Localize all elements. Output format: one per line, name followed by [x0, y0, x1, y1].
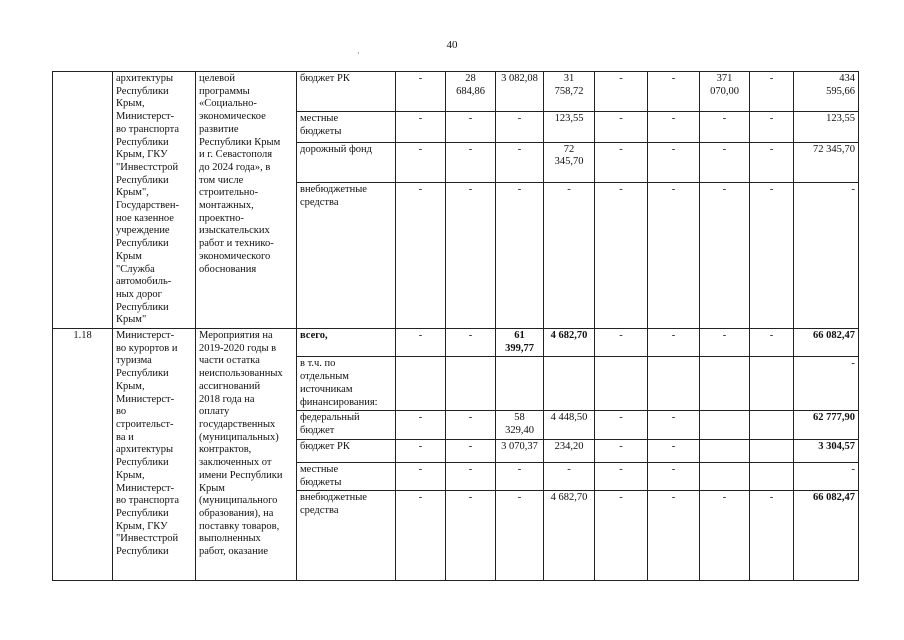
value-cell: -: [396, 112, 446, 142]
funding-source: в т.ч. по отдельным источникам финансирования:: [297, 357, 396, 411]
value-cell: [750, 439, 794, 462]
value-cell: -: [700, 491, 750, 581]
value-cell: -: [595, 411, 648, 439]
value-cell: 72 345,70: [794, 142, 859, 182]
value-cell: -: [700, 142, 750, 182]
value-cell: 123,55: [544, 112, 595, 142]
funding-source: внебюджетные средства: [297, 182, 396, 328]
value-cell: -: [396, 72, 446, 112]
funding-source: местные бюджеты: [297, 462, 396, 490]
value-cell: -: [446, 112, 496, 142]
value-cell: 61 399,77: [496, 329, 544, 357]
value-cell: -: [396, 491, 446, 581]
value-cell: [595, 357, 648, 411]
table-row: [53, 329, 859, 357]
value-cell: [700, 357, 750, 411]
value-cell: -: [496, 142, 544, 182]
budget-table: [52, 71, 859, 581]
value-cell: 3 070,37: [496, 439, 544, 462]
value-cell: [750, 411, 794, 439]
value-cell: 66 082,47: [794, 491, 859, 581]
value-cell: -: [446, 439, 496, 462]
value-cell: -: [750, 72, 794, 112]
value-cell: -: [794, 182, 859, 328]
value-cell: -: [794, 357, 859, 411]
purpose-cell: Мероприятия на 2019-2020 годы в части остатка неиспользованных ассигнований 2018 года на оплату государственных (муниципальных) контрактов, заключенных от имени Республики Крым (муниципального образования), на поставку товаров, выполненных работ, оказание: [196, 329, 297, 581]
value-cell: -: [496, 112, 544, 142]
row-number: [53, 72, 113, 329]
value-cell: -: [648, 491, 700, 581]
value-cell: [700, 439, 750, 462]
value-cell: [446, 357, 496, 411]
value-cell: 62 777,90: [794, 411, 859, 439]
value-cell: 434 595,66: [794, 72, 859, 112]
value-cell: -: [446, 182, 496, 328]
value-cell: -: [648, 462, 700, 490]
value-cell: -: [544, 182, 595, 328]
value-cell: -: [496, 182, 544, 328]
value-cell: -: [446, 491, 496, 581]
value-cell: -: [750, 142, 794, 182]
funding-source: всего,: [297, 329, 396, 357]
value-cell: 28 684,86: [446, 72, 496, 112]
value-cell: -: [648, 439, 700, 462]
value-cell: -: [595, 462, 648, 490]
value-cell: [648, 357, 700, 411]
value-cell: -: [446, 462, 496, 490]
value-cell: -: [446, 329, 496, 357]
value-cell: -: [595, 329, 648, 357]
value-cell: 72 345,70: [544, 142, 595, 182]
value-cell: [544, 357, 595, 411]
value-cell: -: [396, 439, 446, 462]
value-cell: 371 070,00: [700, 72, 750, 112]
value-cell: 66 082,47: [794, 329, 859, 357]
value-cell: -: [595, 72, 648, 112]
funding-source: бюджет РК: [297, 439, 396, 462]
value-cell: [396, 357, 446, 411]
value-cell: -: [648, 329, 700, 357]
value-cell: -: [648, 142, 700, 182]
value-cell: -: [595, 439, 648, 462]
funding-source: внебюджетные средства: [297, 491, 396, 581]
value-cell: -: [396, 142, 446, 182]
value-cell: -: [700, 329, 750, 357]
purpose-cell: целевой программы «Социально- экономическое развитие Республики Крым и г. Севастополя до 2024 года», в том числе строительно- монтажных, проектно- изыскательских работ и технико- экономического обоснования: [196, 72, 297, 329]
value-cell: 3 304,57: [794, 439, 859, 462]
value-cell: -: [496, 491, 544, 581]
value-cell: [700, 462, 750, 490]
value-cell: -: [396, 411, 446, 439]
value-cell: -: [700, 112, 750, 142]
value-cell: -: [750, 329, 794, 357]
value-cell: 31 758,72: [544, 72, 595, 112]
value-cell: 234,20: [544, 439, 595, 462]
value-cell: 3 082,08: [496, 72, 544, 112]
value-cell: -: [595, 142, 648, 182]
executor-cell: архитектуры Республики Крым, Министерст- во транспорта Республики Крым, ГКУ "Инвестстрой Республики Крым", Государствен- ное казенное учреждение Республики Крым "Служба автомобиль- ных дорог Республики Крым": [113, 72, 196, 329]
value-cell: -: [648, 112, 700, 142]
funding-source: дорожный фонд: [297, 142, 396, 182]
value-cell: [700, 411, 750, 439]
value-cell: -: [700, 182, 750, 328]
value-cell: [496, 357, 544, 411]
value-cell: -: [446, 411, 496, 439]
value-cell: -: [595, 491, 648, 581]
page-number: 40: [446, 39, 458, 51]
value-cell: -: [496, 462, 544, 490]
value-cell: 123,55: [794, 112, 859, 142]
executor-cell: Министерст- во курортов и туризма Республики Крым, Министерст- во строительст- ва и архитектуры Республики Крым, Министерст- во транспорта Республики Крым, ГКУ "Инвестстрой Республики: [113, 329, 196, 581]
funding-source: бюджет РК: [297, 72, 396, 112]
value-cell: [750, 357, 794, 411]
table-row: [53, 72, 859, 112]
row-number: 1.18: [53, 329, 113, 581]
value-cell: -: [648, 411, 700, 439]
value-cell: -: [396, 462, 446, 490]
value-cell: -: [794, 462, 859, 490]
funding-source: федеральный бюджет: [297, 411, 396, 439]
value-cell: -: [544, 462, 595, 490]
value-cell: 4 682,70: [544, 329, 595, 357]
funding-source: местные бюджеты: [297, 112, 396, 142]
value-cell: -: [750, 491, 794, 581]
scan-dot: ·: [357, 49, 360, 58]
value-cell: -: [396, 182, 446, 328]
value-cell: 58 329,40: [496, 411, 544, 439]
value-cell: [750, 462, 794, 490]
value-cell: -: [648, 72, 700, 112]
value-cell: -: [396, 329, 446, 357]
value-cell: -: [750, 182, 794, 328]
value-cell: -: [595, 182, 648, 328]
value-cell: 4 448,50: [544, 411, 595, 439]
value-cell: -: [446, 142, 496, 182]
value-cell: -: [648, 182, 700, 328]
value-cell: 4 682,70: [544, 491, 595, 581]
value-cell: -: [750, 112, 794, 142]
value-cell: -: [595, 112, 648, 142]
